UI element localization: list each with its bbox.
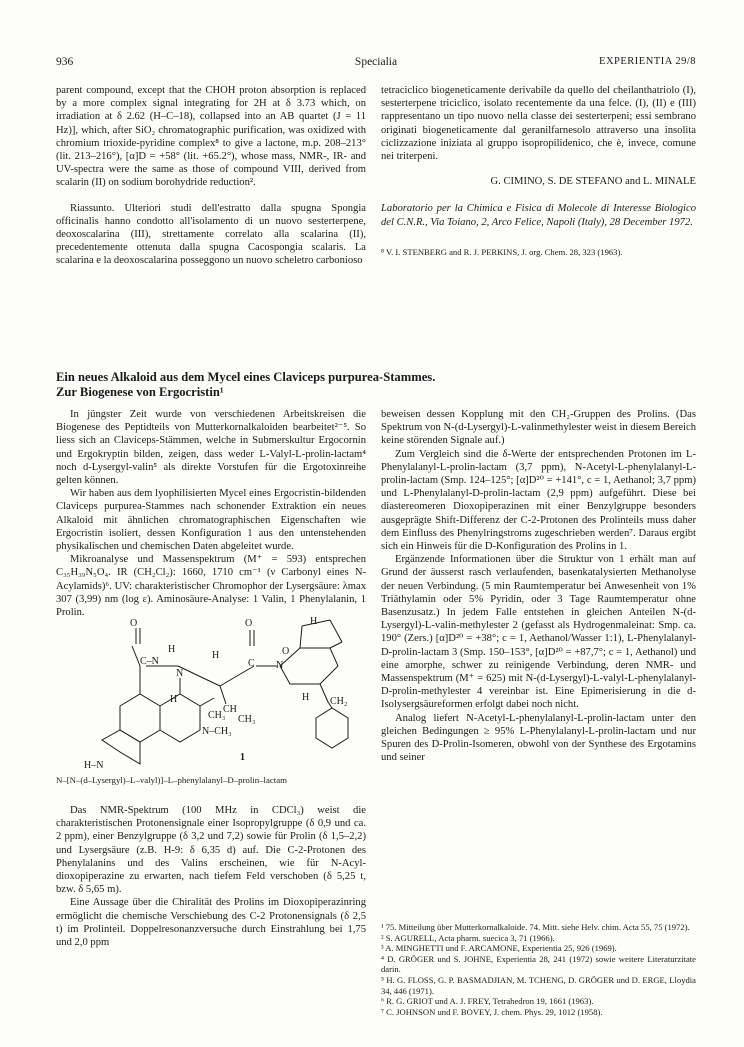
footnote-3: ³ A. MINGHETTI und F. ARCAMONE, Experientia 25, 926 (1969).: [381, 943, 617, 954]
struct-h3: H: [310, 616, 318, 627]
article-left-column-bottom: [56, 804, 366, 949]
riassunto: Riassunto. Ulteriori studi dell'estratto dalla spugna Spongia officinalis hanno condotto all'isolamento di un nuovo sesterterpene, deoxoscalarina (III), strettamente correlato alla scalarina (II), precedentemente ottenuta dalla spugna Cacospongia scalaris. La scalarina e la deoxoscalarina posseggono un nuovo scheletro carbonioso: [56, 202, 366, 267]
article-title-line-1: Ein neues Alkaloid aus dem Mycel eines Claviceps purpurea-Stammes.: [56, 370, 436, 384]
footnote-6: ⁶ R. G. GRIOT und A. J. FREY, Tetrahedron 19, 1661 (1963).: [381, 996, 594, 1007]
struct-n2: N: [276, 660, 284, 671]
paragraph-3: Mikroanalyse und Massenspektrum (M⁺ = 593) entsprechen C₃₅H₃₉N₅O₄. IR (CH₂Cl₂): 1660, 1710 cm⁻¹ (ν Carbonyl eines N-Acylamids)⁶. UV: charakteristischer Chromophor der Lysergsäure: λmax 307 (3,99) nm (log ε). Aminosäure-Analyse: 1 Valin, 1 Phenylalanin, 1 Prolin.: [56, 554, 366, 619]
struct-h1: H: [168, 644, 176, 655]
prev-paragraph: parent compound, except that the CHOH proton absorption is replaced by a more complex signal integrating for 2H at δ 3.73 which, on irradiation at δ 2.62 (H–C–18), collapsed into an AB quartet (J = 11 Hz)], which, after SiO₂ chromatographic purification, was oxidized with chromium trioxide-pyridine complex⁸ to give a lactone, m.p. 208–213° (lit. 213–216°), [α]D = +58° (lit. +65.2°), whose mass, NMR-, IR- and UV-spectra were the same as those of compound VIII, derived from scalarin (II) on sodium borohydride reduction².: [56, 85, 366, 189]
struct-c2: C: [248, 658, 255, 669]
compound-number: 1: [240, 752, 245, 763]
struct-nch3: N–CH₃: [202, 726, 232, 737]
prev-affiliation: Laboratorio per la Chimica e Fisica di Molecole di Interesse Biologico del C.N.R., Via Toiano, 2, Arco Felice, Napoli (Italy), 28 December 1972.: [381, 203, 696, 228]
paragraph-r4: Analog liefert N-Acetyl-L-phenylalanyl-L-prolin-lactam unter den gleichen Bedingungen ≥ 95% L-Phenylalanyl-L-prolin-lactam und nur Spuren des D-Prolin-Isomeren, obwohl von der Synthese des Ergotamins und seiner: [381, 712, 696, 764]
prev-footnote: ⁸ V. I. STENBERG and R. J. PERKINS, J. org. Chem. 28, 323 (1963).: [381, 246, 623, 257]
footnotes: [381, 922, 696, 1017]
struct-o2: O: [245, 618, 253, 629]
figure-caption: N–[N–(d–Lysergyl)–L–valyl)]–L–phenylalanyl–D–prolin–lactam: [56, 775, 287, 785]
struct-h2: H: [212, 650, 220, 661]
chemical-structure: [80, 606, 360, 771]
struct-h4: H: [302, 692, 310, 703]
journal-name: EXPERIENTIA 29/8: [599, 56, 696, 67]
paragraph-1: In jüngster Zeit wurde von verschiedenen Arbeitskreisen die Biogenese des Peptidteils von Mutterkornalkaloiden bearbeitet²⁻⁵. So liess sich an Claviceps-Stämmen, welche in Submerskultur Ergocornin und Ergokryptin bilden, zeigen, dass weder L-Valyl-L-prolin-lactam⁴ noch d-Lysergyl-valin⁵ als direkte Vorstufen für die Ergotoxinreihe gelten können.: [56, 409, 366, 487]
struct-ch: CH: [223, 704, 237, 715]
section-name: Specialia: [354, 56, 398, 68]
footnote-1: ¹ 75. Mitteilung über Mutterkornalkaloide. 74. Mitt. siehe Helv. chim. Acta 55, 75 (1972).: [381, 922, 690, 932]
prev-paragraph-right: tetraciclico biogeneticamente derivabile da quello del cheilanthatriolo (I), sesterterpene triciclico, isolato recentemente da una felce. (I), (II) e (III) rappresentano un tipo nuovo nella classe dei sesterterpeni; essi sembrano originati biogeneticamente dal geranilfarnesolo attraverso una insolita ciclizzazione iniziata al gruppo isopropilidenico, che è, invece, comune nei triterpeni.: [381, 85, 696, 163]
paragraph-r2: Zum Vergleich sind die δ-Werte der entsprechenden Protonen im L-Phenylalanyl-L-prolin-lactam (3,7 ppm), N-Acetyl-L-phenylalanyl-L-prolin-lactam (Smp. 124–125°; [α]D²⁰ = +141°, c = 1, Aethanol; 3,7 ppm) und L-Phenylalanyl-D-prolin-lactam (2,9 ppm) aufgeführt. Diese bei diastereomeren Dioxopiperazinen mit einer Benzylgruppe besonders ausgeprägte Shift-Differenz der C-2-Protonen des Prolinteils muss daher dem Einfluss des Phenylringstroms zugeschrieben werden⁷. Daraus ergibt sich ein Hinweis für die D-Konfiguration des Prolins in 1.: [381, 448, 696, 553]
footnote-2: ² S. AGURELL, Acta pharm. suecica 3, 71 (1966).: [381, 932, 555, 943]
article-title-line-2: Zur Biogenese von Ergocristin¹: [56, 385, 224, 399]
paragraph-r1: beweisen dessen Kopplung mit den CH₂-Gruppen des Prolins. (Das Spektrum von N-(d-Lysergyl)-L-valinmethylester weist in diesem Bereich keine störenden Signale auf.): [381, 409, 696, 447]
struct-hn: H–N: [84, 760, 104, 771]
struct-o1: O: [130, 618, 138, 629]
page-header: [56, 56, 696, 72]
article-right-column: [381, 408, 696, 764]
footnote-7: ⁷ C. JOHNSON und F. BOVEY, J. chem. Phys. 29, 1012 (1958).: [381, 1006, 603, 1017]
prev-article-left-column: [56, 84, 366, 268]
paragraph-r3: Ergänzende Informationen über die Struktur von 1 erhält man auf Grund der äusserst rasch verlaufenden, basenkatalysierten Methanolyse der neuen Verbindung. (5 min Raumtemperatur bei Anwesenheit von 1% Triäthylamin oder 5% Pyridin, oder 3 Tage Raumtemperatur ohne Basenzusatz.) In jedem Falle entstehen in gleichen Anteilen N-(d-Lysergyl)-L-valin-methylester 2 (gefasst als Hydrogenmaleinat: Smp. ca. 190° (Zers.) [α]D²⁰ = +38°; c = 1, Aethanol/Wasser 1:1), L-Phenylalanyl-D-prolin-lactam 3 (Smp. 150–153°, [α]D²⁰ = +87,7°; c = 1, Aethanol) und eine amorphe, schwer zu reinigende Verbindung, deren NMR- und Massenspektrum (M⁺ = 625) mit N-(d-Lysergyl)-L-valyl-L-phenylalanyl-D-prolin-methylester 4 vereinbar ist. Eine Epimerisierung in die d-Isolysergsäureformen erfolgt dabei noch nicht.: [381, 554, 696, 711]
paragraph-5: Eine Aussage über die Chiralität des Prolins im Dioxopiperazinring ermöglicht die chemische Verschiebung des C-2 Protonensignals (δ 2,5 t) im Prolinteil. Doppelresonanzversuche durch Einstrahlung bei 1,75 und 2,0 ppm: [56, 897, 366, 949]
struct-ch3b: CH₃: [238, 714, 256, 725]
paragraph-4: Das NMR-Spektrum (100 MHz in CDCl₃) weist die charakteristischen Protonensignale einer Isopropylgruppe (δ 0,9 und ca. 2 ppm), einer Benzylgruppe (δ 3,2 und 7,2) sowie für Prolin (δ 1,5–2,2) und Lysergsäure (z.B. H-9: δ 6,35 d) auf. Die C-2-Protonen des Phenylalanins und des Valins erscheinen, wie für N-Acyl-dioxopiperazine zu erwarten, nach tiefem Feld verschoben (δ 5,25 t, bzw. δ 5,65 m).: [56, 805, 366, 896]
struct-n1: N: [176, 668, 184, 679]
struct-ch2: CH₂: [330, 696, 348, 707]
struct-o3: O: [282, 646, 290, 657]
page-number: 936: [56, 56, 74, 68]
paragraph-2: Wir haben aus dem lyophilisierten Mycel eines Ergocristin-bildenden Claviceps purpurea-Stammes nach schonender Extraktion ein neues Alkaloid mit ähnlichen chromatographischen Eigenschaften wie Ergocristin isoliert, dessen Konfiguration 1 aus den untenstehenden physikalischen und chemischen Daten abgeleitet wurde.: [56, 488, 366, 553]
article-left-column-top: [56, 408, 366, 619]
struct-cn: C–N: [140, 656, 159, 667]
footnote-5: ⁵ H. G. FLOSS, G. P. BASMADJIAN, M. TCHENG, D. GRÖGER und D. ERGE, Lloydia 34, 446 (1971).: [381, 974, 696, 996]
struct-h5: H: [170, 694, 178, 705]
footnote-4: ⁴ D. GRÖGER und S. JOHNE, Experientia 28, 241 (1972) sowie weitere Literaturzitate darin.: [381, 953, 696, 975]
article-title: [56, 370, 696, 400]
prev-authors: G. CIMINO, S. DE STEFANO and L. MINALE: [490, 176, 696, 188]
struct-ch3a: CH₃: [208, 710, 226, 721]
prev-article-right-column: [381, 84, 696, 257]
